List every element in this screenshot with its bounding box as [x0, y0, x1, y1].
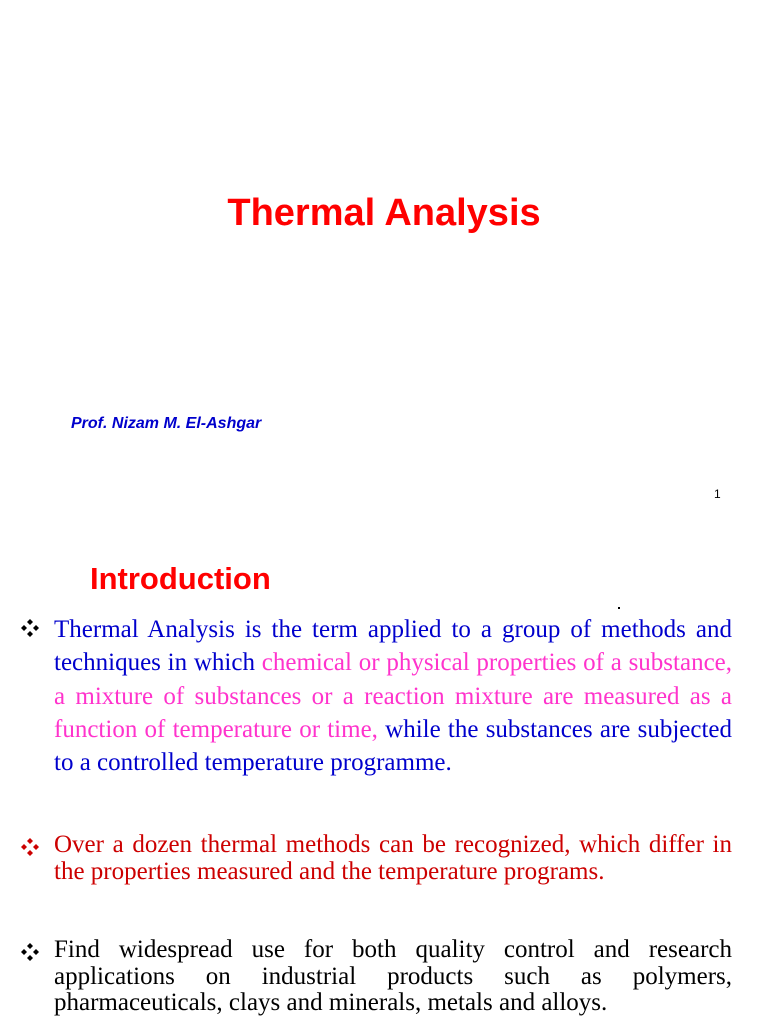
diamond-bullet-icon	[20, 942, 40, 962]
diamond-bullet-icon	[20, 837, 40, 857]
bullet-text	[54, 613, 732, 779]
bullet-item	[20, 832, 732, 885]
page-number: 1	[714, 487, 721, 501]
bullet-text-blue: Thermal Analysis is the term applied to a group of methods and techniques in which	[54, 616, 732, 677]
slide-title: Thermal Analysis	[227, 192, 541, 234]
bullet-text-blue-end: while the substances are subjected to a controlled temperature programme.	[54, 715, 732, 777]
diamond-bullet-icon	[20, 618, 40, 638]
bullet-text: Over a dozen thermal methods can be recognized, which differ in the properties measured and the temperature programs.	[54, 831, 732, 885]
stray-dot	[618, 607, 620, 609]
bullet-item	[20, 613, 732, 779]
bullet-text-pink: chemical or physical properties of a substance, a mixture of substances or a reaction mixture are measured as a function of temperature or time,	[54, 649, 733, 743]
bullet-text: Find widespread use for both quality control and research applications on industrial products such as polymers, pharmaceuticals, clays and minerals, metals and alloys.	[54, 936, 732, 1016]
section-heading: Introduction	[90, 561, 271, 596]
bullet-item	[20, 937, 732, 1017]
author-name: Prof. Nizam M. El-Ashgar	[71, 415, 262, 432]
